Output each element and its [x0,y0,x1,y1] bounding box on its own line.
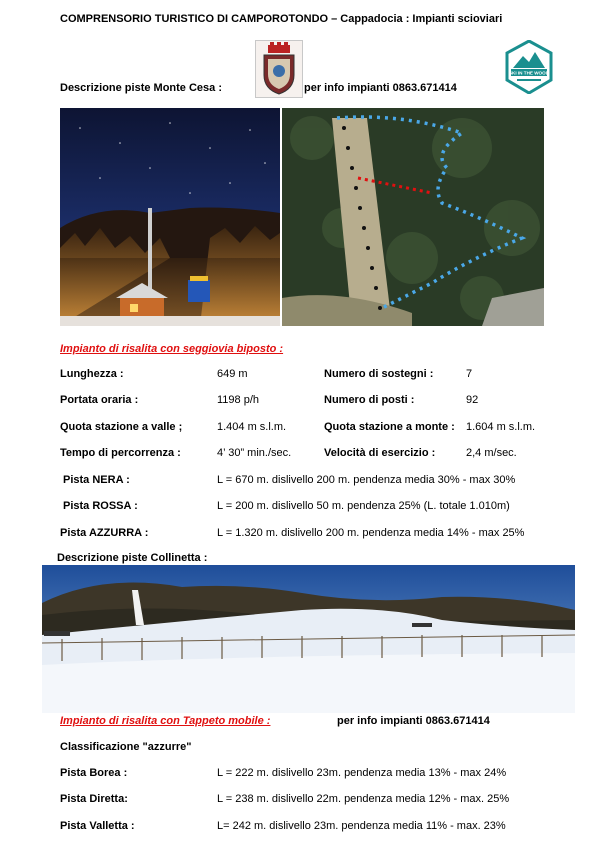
spec-row: Quota stazione a valle ; 1.404 m s.l.m. Quota stazione a monte : 1.604 m s.l.m. [60,421,536,433]
piste-row: Pista NERA : L = 670 m. dislivello 200 m. pendenza media 30% - max 30% [63,474,516,486]
piste-row: Pista Borea : L = 222 m. dislivello 23m. pendenza media 13% - max 24% [60,767,507,779]
piste-row: Pista Valletta : L= 242 m. dislivello 23m. pendenza media 11% - max. 23% [60,820,506,832]
piste-row: Pista ROSSA : L = 200 m. dislivello 50 m. pendenza 25% (L. totale 1.010m) [63,500,510,512]
collinetta-info: per info impianti 0863.671414 [337,715,490,727]
ski-in-the-wood-logo [505,40,553,94]
municipal-crest-icon [255,40,303,98]
collinetta-panorama-photo [42,565,575,713]
spec-row: Lunghezza : 649 m Numero di sostegni : 7 [60,368,473,380]
chairlift-title: Impianto di risalita con seggiovia biposto : [60,343,284,355]
collinetta-label: Descrizione piste Collinetta : [57,552,208,564]
page-title: COMPRENSORIO TURISTICO DI CAMPOROTONDO – Cappadocia : Impianti scioviari [60,13,503,25]
spec-row: Tempo di percorrenza : 4’ 30” min./sec. Velocità di esercizio : 2,4 m/sec. [60,447,517,459]
spec-row: Portata oraria : 1198 p/h Numero di posti : 92 [60,394,479,406]
night-chairlift-photo [60,108,280,326]
piste-row: Pista AZZURRA : L = 1.320 m. dislivello 200 m. pendenza media 14% - max 25% [60,527,525,539]
monte-cesa-label: Descrizione piste Monte Cesa : [60,82,222,94]
conveyor-title: Impianto di risalita con Tappeto mobile : [60,715,271,727]
aerial-slope-map-photo [282,108,544,326]
svg-text:SKI IN THE WOOD: SKI IN THE WOOD [508,70,550,76]
monte-cesa-info: per info impianti 0863.671414 [304,82,457,94]
classification-label: Classificazione "azzurre" [60,741,192,753]
piste-row: Pista Diretta: L = 238 m. dislivello 22m. pendenza media 12% - max. 25% [60,793,510,805]
